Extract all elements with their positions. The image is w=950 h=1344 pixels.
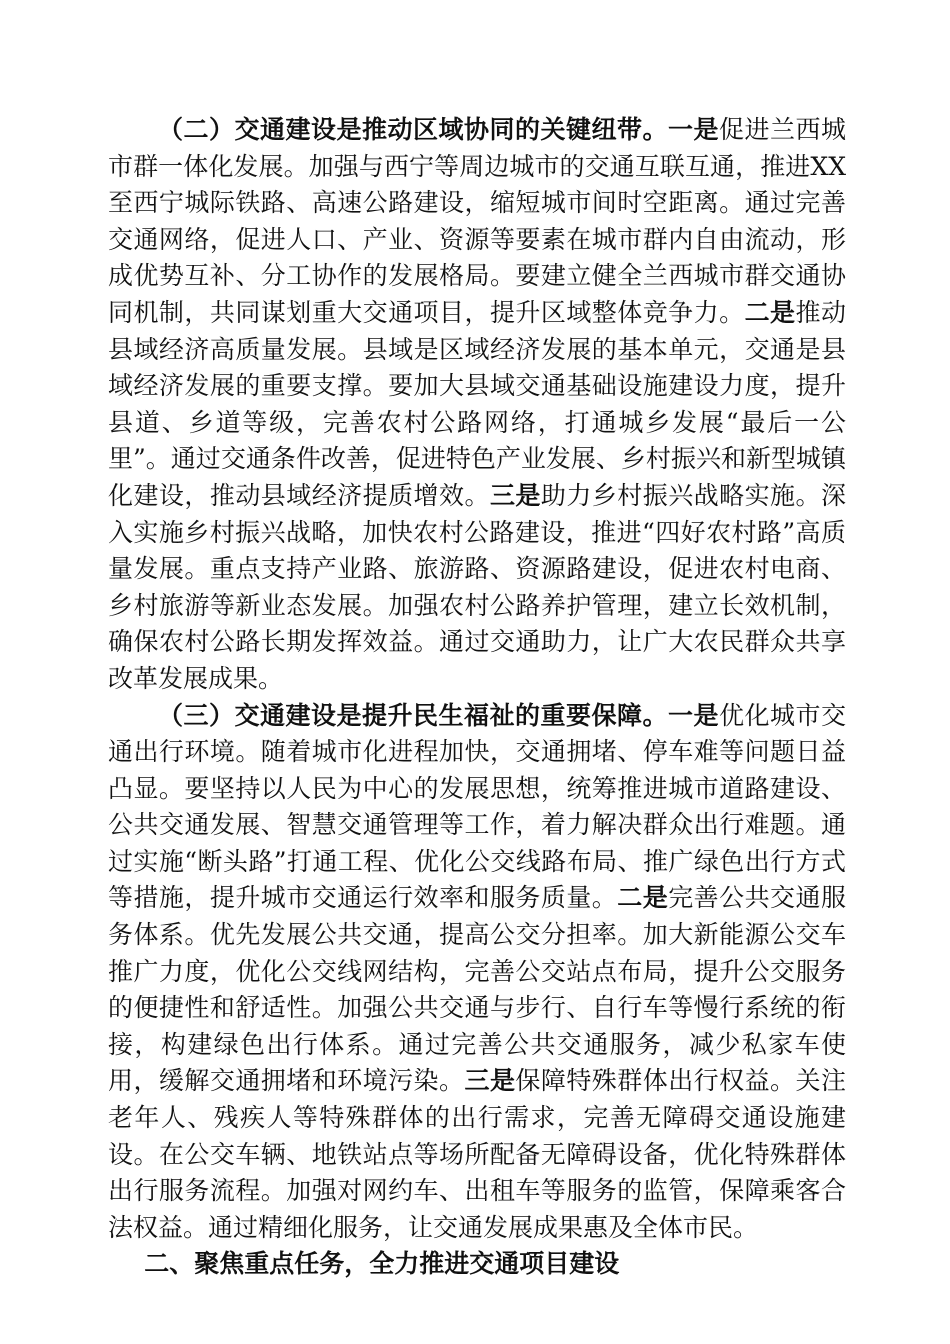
paragraph-text: 完善公共交通服务体系。优先发展公共交通，提高公交分担率。加大新能源公交车推广力度，优化公交线网结构，完善公交站点布局，提升公交服务的便捷性和舒适性。加强公共交通与步行、自行车等慢行系统的衔接，构建绿色出行体系。通过完善公共交通服务，减少私家车使用，缓解交通拥堵和环境污染。 xyxy=(108,883,846,1096)
point-label: 二是 xyxy=(744,297,796,327)
paragraph-regional-coordination xyxy=(108,112,846,698)
paragraph-text: 促进兰西城市群一体化发展。加强与西宁等周边城市的交通互联互通，推进XX至西宁城际铁路、高速公路建设，缩短城市间时空距离。通过完善交通网络，促进人口、产业、资源等要素在城市群内自由流动，形成优势互补、分工协作的发展格局。要建立健全兰西城市群交通协同机制，共同谋划重大交通项目，提升区域整体竞争力。 xyxy=(108,115,846,327)
paragraph-text: 优化城市交通出行环境。随着城市化进程加快，交通拥堵、停车难等问题日益凸显。要坚持以人民为中心的发展思想，统筹推进城市道路建设、公共交通发展、智慧交通管理等工作，着力解决群众出行难题。通过实施“断头路”打通工程、优化公交线路布局、推广绿色出行方式等措施，提升城市交通运行效率和服务质量。 xyxy=(108,700,846,913)
point-label: 三是 xyxy=(464,1066,516,1096)
paragraph-text: 推动县域经济高质量发展。县域是区域经济发展的基本单元，交通是县域经济发展的重要支撑。要加大县域交通基础设施建设力度，提升县道、乡道等级，完善农村公路网络，打通城乡发展“最后一公里”。通过交通条件改善，促进特色产业发展、乡村振兴和新型城镇化建设，推动县域经济提质增效。 xyxy=(108,297,846,510)
paragraph-text: 助力乡村振兴战略实施。深入实施乡村振兴战略，加快农村公路建设，推进“四好农村路”高质量发展。重点支持产业路、旅游路、资源路建设，促进农村电商、乡村旅游等新业态发展。加强农村公路养护管理，建立长效机制，确保农村公路长期发挥效益。通过交通助力，让广大农民群众共享改革发展成果。 xyxy=(108,480,846,693)
point-label: 一是 xyxy=(667,700,719,730)
section-heading: （二）交通建设是推动区域协同的关键纽带。 xyxy=(158,115,668,144)
document-body xyxy=(108,112,846,1283)
paragraph-livelihood xyxy=(108,698,846,1247)
section-heading: （三）交通建设是提升民生福祉的重要保障。 xyxy=(158,700,668,730)
point-label: 一是 xyxy=(667,115,719,144)
point-label: 二是 xyxy=(617,883,669,913)
chapter-heading: 二、聚焦重点任务，全力推进交通项目建设 xyxy=(144,1249,620,1279)
paragraph-text: 保障特殊群体出行权益。关注老年人、残疾人等特殊群体的出行需求，完善无障碍交通设施建设。在公交车辆、地铁站点等场所配备无障碍设备，优化特殊群体出行服务流程。加强对网约车、出租车等服务的监管，保障乘客合法权益。通过精细化服务，让交通发展成果惠及全体市民。 xyxy=(108,1066,846,1242)
point-label: 三是 xyxy=(489,480,541,510)
